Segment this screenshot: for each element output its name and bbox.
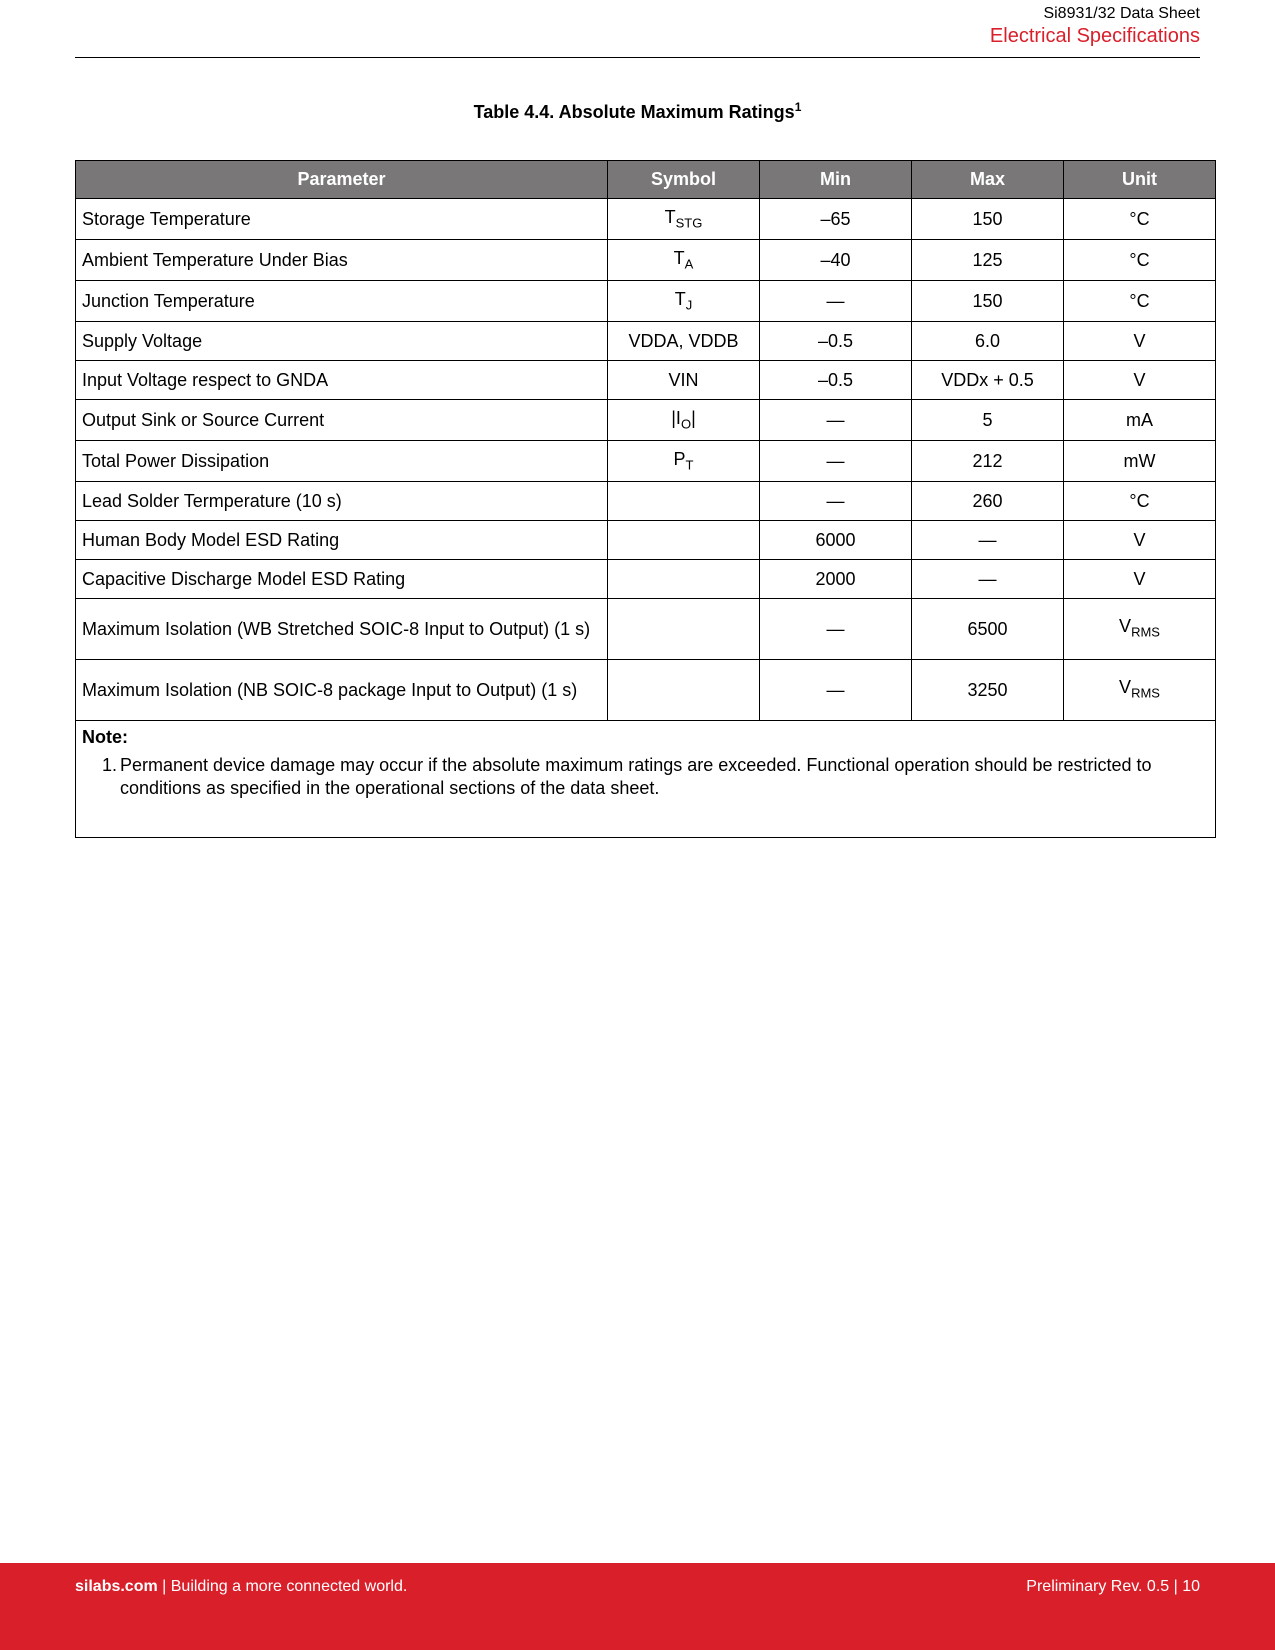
cell-parameter: [76, 599, 608, 660]
max-value: 260: [972, 490, 1003, 511]
min-value: —: [826, 619, 845, 639]
unit-text: V: [1133, 568, 1146, 589]
note-cell: [76, 721, 1216, 838]
table-row: [76, 199, 1216, 240]
cell-max: [912, 660, 1064, 721]
symbol-text: |I: [671, 408, 681, 429]
max-value: 3250: [967, 680, 1008, 700]
cell-symbol: [608, 322, 760, 361]
cell-parameter: [76, 322, 608, 361]
cell-min: [760, 560, 912, 599]
cell-parameter: [76, 560, 608, 599]
cell-unit: [1064, 660, 1216, 721]
cell-unit: [1064, 199, 1216, 240]
max-value: 5: [982, 409, 993, 430]
cell-unit: [1064, 240, 1216, 281]
doc-title: Si8931/32 Data Sheet: [1043, 5, 1200, 22]
col-header-parameter: Parameter: [76, 161, 608, 199]
col-header-max: Max: [912, 161, 1064, 199]
note-text: Permanent device damage may occur if the absolute maximum ratings are exceeded. Functional operation should be restricted to conditions as specified in the operational sections of the data sheet.: [120, 755, 1152, 798]
parameter-text: Output Sink or Source Current: [82, 409, 325, 430]
symbol-suffix: |: [691, 408, 696, 429]
symbol-text: VDDA, VDDB: [628, 330, 739, 351]
table-header-row: [76, 161, 1216, 199]
symbol-subscript: A: [684, 256, 694, 272]
cell-max: [912, 599, 1064, 660]
cell-parameter: [76, 441, 608, 482]
cell-max: [912, 521, 1064, 560]
cell-max: [912, 199, 1064, 240]
cell-unit: [1064, 361, 1216, 400]
parameter-text: Junction Temperature: [82, 290, 255, 311]
unit-text: °C: [1129, 249, 1150, 270]
symbol-subscript: T: [685, 457, 694, 473]
unit-text: °C: [1129, 290, 1150, 311]
min-value: —: [826, 290, 845, 311]
cell-symbol: [608, 361, 760, 400]
parameter-text: Supply Voltage: [82, 330, 203, 351]
min-value: —: [826, 450, 845, 471]
cell-symbol: [608, 441, 760, 482]
table-title-text: Table 4.4. Absolute Maximum Ratings: [473, 102, 795, 122]
cell-max: [912, 560, 1064, 599]
col-header-unit: Unit: [1064, 161, 1216, 199]
cell-min: [760, 281, 912, 322]
note-item: [82, 754, 1209, 800]
footer-tagline: | Building a more connected world.: [157, 1578, 408, 1595]
header-divider: [75, 57, 1200, 58]
symbol-subscript: STG: [675, 215, 703, 231]
symbol-text: VIN: [668, 369, 699, 390]
footer-bar: [0, 1563, 1275, 1650]
cell-parameter: [76, 400, 608, 441]
cell-max: [912, 400, 1064, 441]
symbol-text: T: [673, 248, 685, 269]
parameter-text: Storage Temperature: [82, 208, 251, 229]
col-header-min: Min: [760, 161, 912, 199]
note-number: 1.: [102, 755, 118, 775]
symbol-subscript: J: [685, 297, 693, 313]
cell-min: [760, 441, 912, 482]
parameter-text: Maximum Isolation (NB SOIC-8 package Input to Output) (1 s): [82, 680, 578, 700]
parameter-text: Capacitive Discharge Model ESD Rating: [82, 568, 406, 589]
table-row: [76, 599, 1216, 660]
max-value: —: [978, 568, 997, 589]
cell-parameter: [76, 199, 608, 240]
symbol-text: P: [673, 449, 686, 470]
cell-symbol: [608, 240, 760, 281]
table-row: [76, 660, 1216, 721]
cell-parameter: [76, 281, 608, 322]
min-value: –40: [820, 249, 851, 270]
cell-parameter: [76, 521, 608, 560]
cell-min: [760, 482, 912, 521]
absolute-maximum-ratings-table: [75, 160, 1216, 838]
cell-symbol: [608, 521, 760, 560]
unit-text: V: [1119, 676, 1132, 697]
parameter-text: Input Voltage respect to GNDA: [82, 369, 329, 390]
max-value: 6.0: [974, 330, 1001, 351]
table-row: [76, 281, 1216, 322]
parameter-text: Total Power Dissipation: [82, 450, 270, 471]
max-value: 150: [972, 290, 1003, 311]
table-row: [76, 361, 1216, 400]
table-title-footnote-ref: 1: [794, 100, 802, 114]
unit-text: V: [1119, 615, 1132, 636]
cell-unit: [1064, 521, 1216, 560]
min-value: —: [826, 409, 845, 430]
cell-unit: [1064, 482, 1216, 521]
footer-left: [75, 1578, 407, 1596]
unit-text: V: [1133, 369, 1146, 390]
min-value: 2000: [815, 568, 856, 589]
min-value: 6000: [815, 529, 856, 550]
unit-text: °C: [1129, 490, 1150, 511]
unit-text: V: [1133, 330, 1146, 351]
cell-max: [912, 361, 1064, 400]
cell-unit: [1064, 560, 1216, 599]
note-row: [76, 721, 1216, 838]
cell-parameter: [76, 240, 608, 281]
col-header-symbol: Symbol: [608, 161, 760, 199]
note-title: Note:: [82, 727, 128, 747]
cell-symbol: [608, 199, 760, 240]
footer-site-link[interactable]: silabs.com: [75, 1578, 158, 1595]
cell-symbol: [608, 281, 760, 322]
footer-revision: Preliminary Rev. 0.5 | 10: [1026, 1578, 1200, 1595]
cell-max: [912, 322, 1064, 361]
max-value: 125: [972, 249, 1003, 270]
symbol-text: T: [674, 289, 686, 310]
cell-unit: [1064, 322, 1216, 361]
table-row: [76, 400, 1216, 441]
cell-min: [760, 240, 912, 281]
cell-max: [912, 482, 1064, 521]
cell-symbol: [608, 660, 760, 721]
cell-max: [912, 281, 1064, 322]
cell-min: [760, 361, 912, 400]
max-value: —: [978, 529, 997, 550]
unit-text: mW: [1123, 450, 1156, 471]
cell-min: [760, 400, 912, 441]
unit-subscript: RMS: [1131, 685, 1160, 701]
cell-min: [760, 599, 912, 660]
cell-parameter: [76, 361, 608, 400]
section-title: Electrical Specifications: [989, 25, 1200, 47]
cell-min: [760, 199, 912, 240]
unit-text: V: [1133, 529, 1146, 550]
max-value: VDDx + 0.5: [941, 369, 1034, 390]
max-value: 150: [972, 208, 1003, 229]
table-title: [0, 100, 1275, 123]
max-value: 212: [972, 450, 1003, 471]
cell-unit: [1064, 441, 1216, 482]
cell-parameter: [76, 660, 608, 721]
min-value: –0.5: [817, 330, 854, 351]
cell-symbol: [608, 482, 760, 521]
symbol-subscript: O: [680, 416, 692, 432]
table-row: [76, 521, 1216, 560]
min-value: –0.5: [817, 369, 854, 390]
min-value: –65: [820, 208, 851, 229]
table-row: [76, 240, 1216, 281]
parameter-text: Ambient Temperature Under Bias: [82, 249, 348, 270]
parameter-text: Human Body Model ESD Rating: [82, 529, 340, 550]
cell-symbol: [608, 599, 760, 660]
unit-subscript: RMS: [1131, 624, 1160, 640]
cell-max: [912, 240, 1064, 281]
parameter-text: Maximum Isolation (WB Stretched SOIC-8 Input to Output) (1 s): [82, 619, 591, 639]
table-row: [76, 322, 1216, 361]
cell-symbol: [608, 400, 760, 441]
cell-symbol: [608, 560, 760, 599]
cell-min: [760, 521, 912, 560]
cell-unit: [1064, 599, 1216, 660]
cell-parameter: [76, 482, 608, 521]
cell-min: [760, 660, 912, 721]
table-row: [76, 441, 1216, 482]
min-value: —: [826, 490, 845, 511]
cell-max: [912, 441, 1064, 482]
cell-unit: [1064, 281, 1216, 322]
table-row: [76, 482, 1216, 521]
unit-text: mA: [1126, 409, 1153, 430]
symbol-text: T: [664, 207, 676, 228]
cell-unit: [1064, 400, 1216, 441]
cell-min: [760, 322, 912, 361]
parameter-text: Lead Solder Termperature (10 s): [82, 490, 342, 511]
min-value: —: [826, 680, 845, 700]
table-row: [76, 560, 1216, 599]
max-value: 6500: [967, 619, 1008, 639]
unit-text: °C: [1129, 208, 1150, 229]
